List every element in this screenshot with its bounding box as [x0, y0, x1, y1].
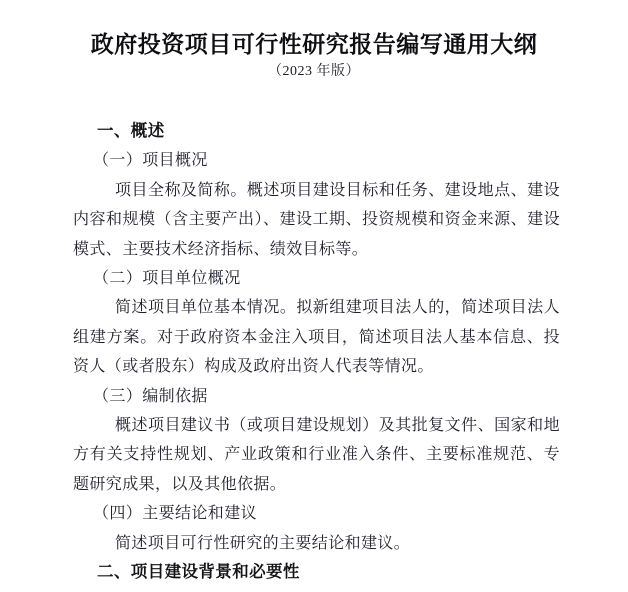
- subsection-heading-1-3: （三）编制依据: [93, 387, 208, 405]
- subsection-heading-1-4: （四）主要结论和建议: [93, 505, 258, 523]
- document-body: [73, 117, 560, 588]
- section-heading-1: 一、概述: [97, 122, 165, 140]
- page-subtitle: （2023 年版）: [268, 64, 360, 79]
- paragraph-project-unit: 简述项目单位基本情况。拟新组建项目法人的，简述项目法人组建方案。对于政府资本金注入项目，简述项目法人基本信息、投资人（或者股东）构成及政府出资人代表等情况。: [73, 299, 560, 376]
- subsection-heading-1-2: （二）项目单位概况: [93, 270, 241, 288]
- paragraph-compilation-basis: 概述项目建议书（或项目建设规划）及其批复文件、国家和地方有关支持性规划、产业政策和行业准入条件、主要标准规范、专题研究成果，以及其他依据。: [73, 417, 560, 493]
- subsection-heading-1-1: （一）项目概况: [93, 152, 208, 170]
- paragraph-conclusions: 简述项目可行性研究的主要结论和建议。: [115, 534, 411, 552]
- section-heading-2: 二、项目建设背景和必要性: [97, 563, 300, 582]
- paragraph-project-overview: 项目全称及简称。概述项目建设目标和任务、建设地点、建设内容和规模（含主要产出）、建设工期、投资规模和资金来源、建设模式、主要技术经济指标、绩效目标等。: [73, 181, 560, 258]
- page-title: 政府投资项目可行性研究报告编写通用大纲: [90, 32, 538, 57]
